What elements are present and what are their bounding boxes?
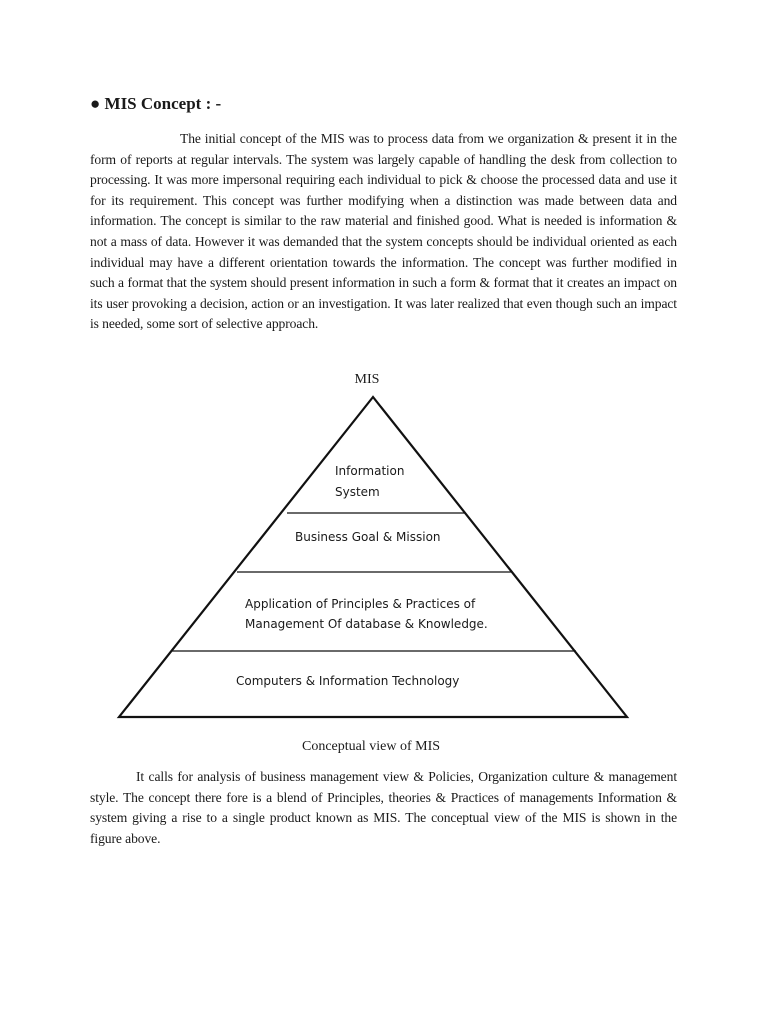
diagram-caption: Conceptual view of MIS xyxy=(301,739,441,754)
layer-computers-it: Computers & Information Technology xyxy=(236,674,460,688)
layer-business-goal: Business Goal & Mission xyxy=(295,530,441,544)
closing-paragraph: It calls for analysis of business management view & Policies, Organization culture & management style. The concept there fore is a blend of Principles, theories & Practices of managements Information & system giving a rise to a single product known as MIS. The conceptual view of the MIS is shown in the figure above. xyxy=(90,769,677,846)
pyramid-outline xyxy=(119,397,627,717)
section-heading: ● MIS Concept : - xyxy=(90,94,222,113)
layer-information-system-line2: System xyxy=(335,485,380,499)
layer-application-line1: Application of Principles & Practices of xyxy=(245,597,476,611)
pyramid-apex-label: MIS xyxy=(354,372,380,387)
intro-paragraph: The initial concept of the MIS was to process data from we organization & present it in the form of reports at regular intervals. The system was largely capable of handling the desk from collection to processing. It was more impersonal requiring each individual to pick & choose the processed data and use it for its requirement. This concept was further modifying when a distinction was made between data and information. The concept is similar to the raw material and finished good. What is needed is information & not a mass of data. However it was demanded that the system concepts should be individual oriented as each individual may have a different orientation towards the information. The concept was further modified in such a format that the system should present information in such a form & format that it creates an impact on its user provoking a decision, action or an investigation. It was later realized that even though such an impact is needed, some sort of selective approach. xyxy=(90,131,677,332)
layer-application-line2: Management Of database & Knowledge. xyxy=(245,617,488,631)
layer-information-system-line1: Information xyxy=(335,464,405,478)
